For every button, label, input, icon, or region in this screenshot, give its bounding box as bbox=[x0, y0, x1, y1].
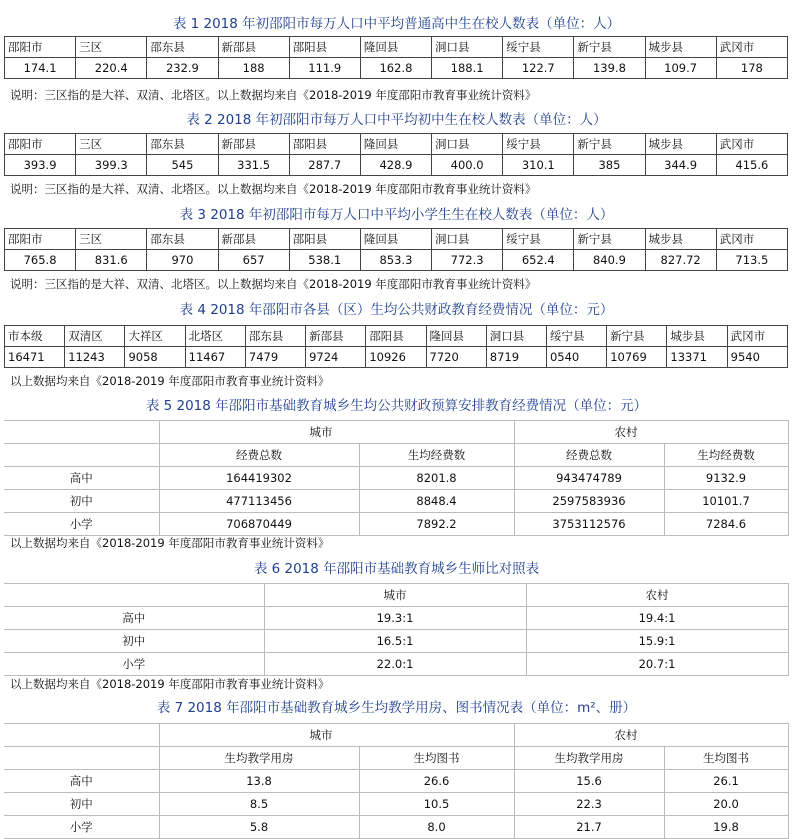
table-cell: 652.4 bbox=[503, 250, 574, 271]
table-cell: 双清区 bbox=[65, 326, 125, 347]
table-row bbox=[4, 793, 788, 816]
table-cell: 393.9 bbox=[5, 155, 76, 176]
table-cell: 111.9 bbox=[289, 58, 360, 79]
table-cell: 415.6 bbox=[716, 155, 787, 176]
table-cell: 隆回县 bbox=[360, 229, 431, 250]
table-cell: 188 bbox=[218, 58, 289, 79]
table-cell: 331.5 bbox=[218, 155, 289, 176]
table-cell: 344.9 bbox=[645, 155, 716, 176]
table-cell: 19.8 bbox=[664, 816, 788, 839]
table-cell: 经费总数 bbox=[159, 444, 359, 467]
table-3-header-row bbox=[5, 229, 788, 250]
table-3-title: 表 3 2018 年初邵阳市每万人口中平均小学生生在校人数表（单位：人） bbox=[179, 207, 614, 223]
table-cell: 840.9 bbox=[574, 250, 645, 271]
table-cell: 772.3 bbox=[432, 250, 503, 271]
table-7-subheader-row bbox=[4, 747, 788, 770]
table-6 bbox=[4, 583, 789, 676]
table-cell: 隆回县 bbox=[360, 134, 431, 155]
table-cell: 隆回县 bbox=[426, 326, 486, 347]
table-cell: 13.8 bbox=[159, 770, 359, 793]
table-cell: 657 bbox=[218, 250, 289, 271]
table-cell bbox=[4, 724, 159, 747]
table-cell: 9724 bbox=[306, 347, 366, 368]
row-label: 高中 bbox=[4, 607, 264, 630]
table-cell: 22.0:1 bbox=[264, 653, 526, 676]
table-cell: 220.4 bbox=[76, 58, 147, 79]
table-cell: 287.7 bbox=[289, 155, 360, 176]
table-cell: 武冈市 bbox=[716, 229, 787, 250]
table-cell: 26.1 bbox=[664, 770, 788, 793]
table-cell: 洞口县 bbox=[432, 37, 503, 58]
table-cell: 15.6 bbox=[514, 770, 664, 793]
table-cell: 城步县 bbox=[645, 134, 716, 155]
table-cell: 8201.8 bbox=[359, 467, 514, 490]
table-1-header-row bbox=[5, 37, 788, 58]
table-cell: 853.3 bbox=[360, 250, 431, 271]
table-6-note: 以上数据均来自《2018-2019 年度邵阳市教育事业统计资料》 bbox=[10, 677, 330, 691]
table-cell: 831.6 bbox=[76, 250, 147, 271]
table-cell: 生均经费数 bbox=[359, 444, 514, 467]
table-cell: 178 bbox=[716, 58, 787, 79]
table-cell: 139.8 bbox=[574, 58, 645, 79]
row-label: 小学 bbox=[4, 653, 264, 676]
table-cell: 19.4:1 bbox=[526, 607, 788, 630]
table-row bbox=[4, 513, 788, 536]
table-row bbox=[4, 770, 788, 793]
table-cell: 713.5 bbox=[716, 250, 787, 271]
table-4-value-row bbox=[5, 347, 788, 368]
table-cell: 0540 bbox=[546, 347, 606, 368]
table-cell: 农村 bbox=[514, 421, 788, 444]
table-cell: 232.9 bbox=[147, 58, 218, 79]
table-2-header-row bbox=[5, 134, 788, 155]
table-cell bbox=[4, 747, 159, 770]
table-cell: 7479 bbox=[245, 347, 305, 368]
table-cell: 765.8 bbox=[5, 250, 76, 271]
table-cell: 邵东县 bbox=[147, 134, 218, 155]
table-cell: 7892.2 bbox=[359, 513, 514, 536]
table-row bbox=[4, 467, 788, 490]
table-2 bbox=[4, 133, 788, 176]
table-cell: 19.3:1 bbox=[264, 607, 526, 630]
table-cell: 新宁县 bbox=[574, 37, 645, 58]
table-cell: 农村 bbox=[526, 584, 788, 607]
row-label: 高中 bbox=[4, 467, 159, 490]
table-cell: 970 bbox=[147, 250, 218, 271]
table-cell: 邵阳县 bbox=[289, 37, 360, 58]
table-cell: 新宁县 bbox=[607, 326, 667, 347]
table-cell: 8.0 bbox=[359, 816, 514, 839]
table-cell: 生均经费数 bbox=[664, 444, 788, 467]
table-cell: 2597583936 bbox=[514, 490, 664, 513]
table-cell: 20.0 bbox=[664, 793, 788, 816]
table-cell: 174.1 bbox=[5, 58, 76, 79]
table-cell: 邵阳市 bbox=[5, 134, 76, 155]
table-7-title: 表 7 2018 年邵阳市基础教育城乡生均教学用房、图书情况表（单位：m²、册） bbox=[156, 700, 637, 716]
table-cell: 农村 bbox=[514, 724, 788, 747]
table-3-note: 说明：三区指的是大祥、双清、北塔区。以上数据均来自《2018-2019 年度邵阳市教育事业统计资料》 bbox=[10, 277, 537, 291]
row-label: 初中 bbox=[4, 630, 264, 653]
table-1 bbox=[4, 36, 788, 79]
table-cell: 邵东县 bbox=[147, 229, 218, 250]
table-cell: 生均图书 bbox=[359, 747, 514, 770]
table-cell: 邵阳县 bbox=[289, 229, 360, 250]
table-5-group-row bbox=[4, 421, 788, 444]
table-cell: 9058 bbox=[125, 347, 185, 368]
table-cell: 706870449 bbox=[159, 513, 359, 536]
table-cell: 11243 bbox=[65, 347, 125, 368]
table-cell: 经费总数 bbox=[514, 444, 664, 467]
table-cell: 162.8 bbox=[360, 58, 431, 79]
table-cell: 8.5 bbox=[159, 793, 359, 816]
table-cell: 9132.9 bbox=[664, 467, 788, 490]
table-cell: 邵阳县 bbox=[366, 326, 426, 347]
table-2-note: 说明：三区指的是大祥、双清、北塔区。以上数据均来自《2018-2019 年度邵阳市教育事业统计资料》 bbox=[10, 182, 537, 196]
table-7 bbox=[4, 723, 789, 839]
table-6-title: 表 6 2018 年邵阳市基础教育城乡生师比对照表 bbox=[253, 561, 540, 577]
table-cell: 400.0 bbox=[432, 155, 503, 176]
table-cell: 三区 bbox=[76, 134, 147, 155]
table-cell: 164419302 bbox=[159, 467, 359, 490]
table-cell: 13371 bbox=[667, 347, 727, 368]
table-5-title: 表 5 2018 年邵阳市基础教育城乡生均公共财政预算安排教育经费情况（单位：元） bbox=[145, 398, 648, 414]
table-cell: 545 bbox=[147, 155, 218, 176]
table-cell: 5.8 bbox=[159, 816, 359, 839]
table-4-header-row bbox=[5, 326, 788, 347]
table-cell: 428.9 bbox=[360, 155, 431, 176]
table-cell: 11467 bbox=[185, 347, 245, 368]
table-1-note: 说明：三区指的是大祥、双清、北塔区。以上数据均来自《2018-2019 年度邵阳市教育事业统计资料》 bbox=[10, 88, 537, 102]
table-cell: 城市 bbox=[159, 724, 514, 747]
table-cell: 新邵县 bbox=[306, 326, 366, 347]
table-cell: 三区 bbox=[76, 229, 147, 250]
table-row bbox=[4, 490, 788, 513]
table-cell: 生均图书 bbox=[664, 747, 788, 770]
table-5 bbox=[4, 420, 789, 536]
table-cell: 943474789 bbox=[514, 467, 664, 490]
table-cell: 16.5:1 bbox=[264, 630, 526, 653]
table-cell: 538.1 bbox=[289, 250, 360, 271]
table-cell: 北塔区 bbox=[185, 326, 245, 347]
table-4 bbox=[4, 325, 788, 368]
table-4-note: 以上数据均来自《2018-2019 年度邵阳市教育事业统计资料》 bbox=[10, 374, 330, 388]
table-2-title: 表 2 2018 年初邵阳市每万人口中平均初中生在校人数表（单位：人） bbox=[186, 112, 607, 128]
table-row bbox=[4, 607, 788, 630]
table-cell: 绥宁县 bbox=[503, 229, 574, 250]
table-7-group-row bbox=[4, 724, 788, 747]
table-cell: 188.1 bbox=[432, 58, 503, 79]
table-cell: 10.5 bbox=[359, 793, 514, 816]
table-cell: 310.1 bbox=[503, 155, 574, 176]
table-cell: 生均教学用房 bbox=[159, 747, 359, 770]
table-row bbox=[4, 653, 788, 676]
table-cell: 绥宁县 bbox=[503, 134, 574, 155]
table-cell: 洞口县 bbox=[432, 229, 503, 250]
table-cell: 22.3 bbox=[514, 793, 664, 816]
table-cell: 385 bbox=[574, 155, 645, 176]
table-3 bbox=[4, 228, 788, 271]
table-3-value-row bbox=[5, 250, 788, 271]
table-cell: 新宁县 bbox=[574, 229, 645, 250]
table-cell: 邵东县 bbox=[147, 37, 218, 58]
row-label: 小学 bbox=[4, 816, 159, 839]
table-cell: 城步县 bbox=[667, 326, 727, 347]
table-cell: 洞口县 bbox=[432, 134, 503, 155]
table-cell: 10769 bbox=[607, 347, 667, 368]
table-cell: 16471 bbox=[5, 347, 65, 368]
table-cell: 827.72 bbox=[645, 250, 716, 271]
table-1-title: 表 1 2018 年初邵阳市每万人口中平均普通高中生在校人数表（单位：人） bbox=[172, 16, 621, 32]
table-cell: 邵阳市 bbox=[5, 229, 76, 250]
table-cell bbox=[4, 584, 264, 607]
table-cell: 武冈市 bbox=[727, 326, 787, 347]
table-cell: 绥宁县 bbox=[546, 326, 606, 347]
table-cell: 8719 bbox=[486, 347, 546, 368]
table-cell: 399.3 bbox=[76, 155, 147, 176]
table-cell: 7284.6 bbox=[664, 513, 788, 536]
table-cell: 109.7 bbox=[645, 58, 716, 79]
table-cell bbox=[4, 444, 159, 467]
table-cell: 邵东县 bbox=[245, 326, 305, 347]
table-2-value-row bbox=[5, 155, 788, 176]
table-1-value-row bbox=[5, 58, 788, 79]
table-6-header-row bbox=[4, 584, 788, 607]
table-cell: 9540 bbox=[727, 347, 787, 368]
table-cell: 城市 bbox=[159, 421, 514, 444]
table-cell: 城步县 bbox=[645, 229, 716, 250]
table-cell: 477113456 bbox=[159, 490, 359, 513]
table-cell: 新邵县 bbox=[218, 37, 289, 58]
table-4-title: 表 4 2018 年邵阳市各县（区）生均公共财政教育经费情况（单位：元） bbox=[179, 302, 614, 318]
table-cell: 城市 bbox=[264, 584, 526, 607]
table-cell: 邵阳市 bbox=[5, 37, 76, 58]
table-5-note: 以上数据均来自《2018-2019 年度邵阳市教育事业统计资料》 bbox=[10, 536, 330, 550]
table-cell: 新邵县 bbox=[218, 229, 289, 250]
table-cell: 3753112576 bbox=[514, 513, 664, 536]
table-cell: 武冈市 bbox=[716, 134, 787, 155]
table-cell: 新宁县 bbox=[574, 134, 645, 155]
table-cell: 城步县 bbox=[645, 37, 716, 58]
table-cell: 绥宁县 bbox=[503, 37, 574, 58]
table-cell: 10101.7 bbox=[664, 490, 788, 513]
table-cell: 15.9:1 bbox=[526, 630, 788, 653]
table-cell: 洞口县 bbox=[486, 326, 546, 347]
table-cell: 邵阳县 bbox=[289, 134, 360, 155]
table-cell: 8848.4 bbox=[359, 490, 514, 513]
table-cell: 隆回县 bbox=[360, 37, 431, 58]
table-cell: 26.6 bbox=[359, 770, 514, 793]
row-label: 初中 bbox=[4, 793, 159, 816]
table-cell: 生均教学用房 bbox=[514, 747, 664, 770]
table-cell: 122.7 bbox=[503, 58, 574, 79]
table-cell: 三区 bbox=[76, 37, 147, 58]
table-cell: 7720 bbox=[426, 347, 486, 368]
table-cell: 市本级 bbox=[5, 326, 65, 347]
row-label: 高中 bbox=[4, 770, 159, 793]
table-cell bbox=[4, 421, 159, 444]
row-label: 小学 bbox=[4, 513, 159, 536]
table-cell: 21.7 bbox=[514, 816, 664, 839]
table-5-subheader-row bbox=[4, 444, 788, 467]
table-cell: 新邵县 bbox=[218, 134, 289, 155]
row-label: 初中 bbox=[4, 490, 159, 513]
table-cell: 武冈市 bbox=[716, 37, 787, 58]
table-cell: 20.7:1 bbox=[526, 653, 788, 676]
table-row bbox=[4, 816, 788, 839]
table-cell: 10926 bbox=[366, 347, 426, 368]
table-cell: 大祥区 bbox=[125, 326, 185, 347]
table-row bbox=[4, 630, 788, 653]
